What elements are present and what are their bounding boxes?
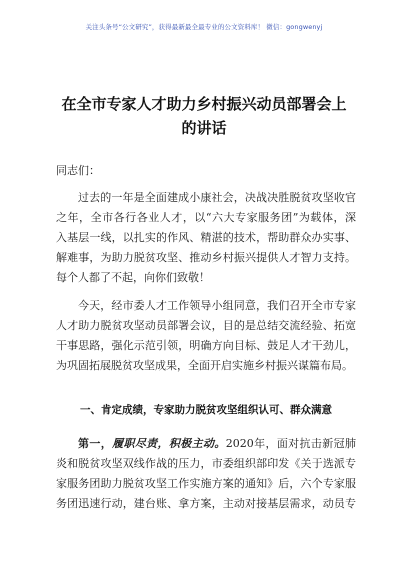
paragraph-1-line: 每个人都了不起，向你们致敬！: [56, 271, 210, 284]
document-title: [44, 92, 364, 140]
paragraph-1-line: 入基层一线，以扎实的作风、精湛的技术，帮助群众办实事、: [56, 231, 356, 244]
paragraph-3-line: 务团迅速行动，建台账、拿方案，主动对接基层需求，动员专: [56, 497, 356, 510]
title-line-1: 在全市专家人才助力乡村振兴动员部署会上: [61, 95, 347, 113]
paragraph-2: [56, 296, 356, 376]
paragraph-3-line: 家服务团助力脱贫攻坚工作实施方案的通知》后，六个专家服: [56, 477, 356, 490]
paragraph-1-line: 解难事，为助力脱贫攻坚、推动乡村振兴提供人才智力支持。: [56, 251, 356, 264]
paragraph-3: [56, 434, 356, 514]
paragraph-1-line: 过去的一年是全面建成小康社会，决战决胜脱贫攻坚收官: [78, 191, 356, 204]
paragraph-2-line: 为巩固拓展脱贫攻坚成果，全面开启实施乡村振兴谋篇布局。: [56, 359, 353, 372]
title-line-2: 的讲话: [181, 119, 227, 137]
paragraph-3-first-line-text: 2020年，面对抗击新冠肺: [225, 437, 357, 450]
paragraph-3-line: 炎和脱贫攻坚双线作战的压力，市委组织部印发《关于选派专: [56, 457, 356, 470]
paragraph-3-emphasis: 履职尽责，积极主动。: [112, 437, 226, 450]
paragraph-3-lead: 第一，: [78, 437, 113, 450]
salutation: 同志们：: [56, 164, 100, 177]
paragraph-2-line: 干事思路，强化示范引领，明确方向目标、鼓足人才干劲儿，: [56, 339, 356, 352]
paragraph-1: [56, 188, 356, 288]
header-note: 关注头条号“公文研究”，获得最新最全最专业的公文资料库！ 微信：gongwenyj: [85, 23, 323, 31]
paragraph-3-first-line: [56, 434, 356, 454]
paragraph-2-line: 今天，经市委人才工作领导小组同意，我们召开全市专家: [78, 299, 356, 312]
paragraph-1-line: 之年，全市各行各业人才，以“六大专家服务团”为载体，深: [56, 211, 356, 224]
paragraph-2-line: 人才助力脱贫攻坚动员部署会议，目的是总结交流经验、拓宽: [56, 319, 356, 332]
section-heading-1: 一、肯定成绩，专家助力脱贫攻坚组织认可、群众满意: [80, 404, 332, 416]
